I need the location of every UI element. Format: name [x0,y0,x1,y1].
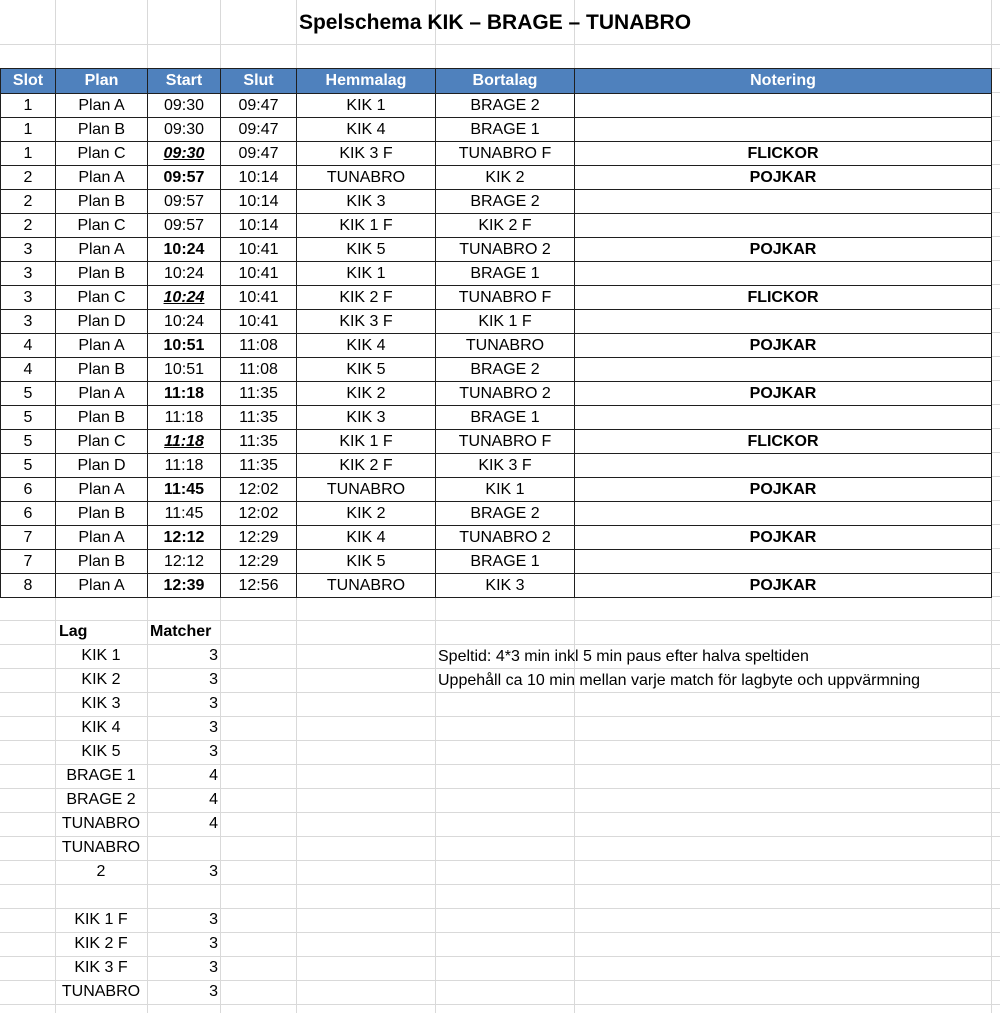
cell-start[interactable]: 12:12 [148,526,221,550]
team-table-header [55,620,220,644]
cell-slut[interactable]: 09:47 [221,94,297,118]
team-row [55,668,220,692]
cell-hemmalag[interactable]: KIK 2 F [297,286,436,310]
team-name[interactable]: BRAGE 2 [66,791,136,808]
cell-slut[interactable]: 12:56 [221,574,297,598]
cell-slot[interactable]: 3 [1,310,56,334]
cell-start[interactable]: 11:18 [148,430,221,454]
schedule-row [1,118,992,142]
schedule-row [1,190,992,214]
header-matcher[interactable]: Matcher [150,623,212,640]
team-name[interactable]: KIK 3 F [74,959,128,976]
cell-slut[interactable]: 11:35 [221,406,297,430]
cell-slot[interactable]: 7 [1,526,56,550]
cell-notering[interactable]: POJKAR [575,526,992,550]
cell-plan[interactable]: Plan B [56,190,148,214]
cell-slut[interactable]: 09:47 [221,118,297,142]
cell-hemmalag[interactable]: KIK 5 [297,550,436,574]
cell-slot[interactable]: 2 [1,190,56,214]
cell-start[interactable]: 10:24 [148,310,221,334]
cell-bortalag[interactable]: BRAGE 2 [436,358,575,382]
team-row [55,644,220,668]
cell-plan[interactable]: Plan D [56,310,148,334]
cell-plan[interactable]: Plan B [56,118,148,142]
cell-start[interactable]: 12:39 [148,574,221,598]
cell-notering[interactable] [575,358,992,382]
schedule-row [1,334,992,358]
cell-slut[interactable]: 10:41 [221,310,297,334]
cell-notering[interactable]: FLICKOR [575,142,992,166]
cell-slut[interactable]: 12:29 [221,526,297,550]
team-name[interactable]: KIK 2 F [74,935,128,952]
cell-start[interactable]: 11:45 [148,502,221,526]
team-match-count[interactable]: 3 [209,695,218,712]
header-lag[interactable]: Lag [59,623,88,640]
cell-hemmalag[interactable]: KIK 2 F [297,454,436,478]
cell-hemmalag[interactable]: TUNABRO [297,166,436,190]
cell-plan[interactable]: Plan D [56,454,148,478]
cell-start[interactable]: 09:30 [148,94,221,118]
cell-slot[interactable]: 5 [1,430,56,454]
cell-hemmalag[interactable]: KIK 2 [297,382,436,406]
cell-slut[interactable]: 10:14 [221,190,297,214]
team-match-count[interactable]: 3 [209,863,218,880]
cell-start[interactable]: 12:12 [148,550,221,574]
cell-start[interactable]: 10:24 [148,262,221,286]
gridline [0,44,1000,45]
cell-slot[interactable]: 3 [1,238,56,262]
cell-start[interactable]: 10:24 [148,238,221,262]
team-row [55,692,220,716]
team-row [55,788,220,812]
cell-slot[interactable]: 4 [1,334,56,358]
cell-slot[interactable]: 5 [1,454,56,478]
cell-slot[interactable]: 3 [1,262,56,286]
cell-plan[interactable]: Plan B [56,550,148,574]
cell-slot[interactable]: 6 [1,478,56,502]
cell-plan[interactable]: Plan A [56,382,148,406]
cell-notering[interactable] [575,550,992,574]
cell-plan[interactable]: Plan C [56,286,148,310]
cell-bortalag[interactable]: TUNABRO [436,334,575,358]
cell-hemmalag[interactable]: KIK 1 F [297,430,436,454]
cell-bortalag[interactable]: BRAGE 2 [436,94,575,118]
cell-plan[interactable]: Plan A [56,574,148,598]
cell-start[interactable]: 11:18 [148,406,221,430]
team-match-count[interactable]: 4 [209,815,218,832]
cell-slut[interactable]: 11:35 [221,454,297,478]
cell-bortalag[interactable]: KIK 2 F [436,214,575,238]
team-row [55,956,220,980]
cell-bortalag[interactable]: KIK 1 F [436,310,575,334]
note-uppehall[interactable]: Uppehåll ca 10 min mellan varje match för lagbyte och uppvärmning [438,672,921,689]
cell-plan[interactable]: Plan C [56,214,148,238]
cell-hemmalag[interactable]: KIK 2 [297,502,436,526]
cell-start[interactable]: 09:30 [148,118,221,142]
cell-plan[interactable]: Plan A [56,94,148,118]
cell-plan[interactable]: Plan A [56,334,148,358]
cell-slut[interactable]: 10:41 [221,238,297,262]
team-row [55,740,220,764]
cell-bortalag[interactable]: KIK 3 F [436,454,575,478]
schedule-row [1,550,992,574]
cell-slot[interactable]: 2 [1,166,56,190]
cell-start[interactable]: 10:24 [148,286,221,310]
schedule-row [1,286,992,310]
team-row [55,980,220,1004]
schedule-row [1,526,992,550]
team-match-count[interactable]: 3 [209,935,218,952]
cell-notering[interactable]: POJKAR [575,382,992,406]
cell-bortalag[interactable]: KIK 1 [436,478,575,502]
schedule-row [1,94,992,118]
cell-hemmalag[interactable]: KIK 1 [297,262,436,286]
cell-start[interactable]: 09:30 [148,142,221,166]
cell-notering[interactable] [575,94,992,118]
cell-bortalag[interactable]: BRAGE 1 [436,550,575,574]
cell-plan[interactable]: Plan A [56,238,148,262]
schedule-row [1,166,992,190]
cell-bortalag[interactable]: BRAGE 2 [436,502,575,526]
cell-notering[interactable] [575,262,992,286]
schedule-table [0,68,992,598]
cell-notering[interactable] [575,118,992,142]
cell-notering[interactable]: POJKAR [575,334,992,358]
cell-bortalag[interactable]: KIK 2 [436,166,575,190]
cell-plan[interactable]: Plan C [56,142,148,166]
cell-slut[interactable]: 12:02 [221,502,297,526]
team-name[interactable]: KIK 3 [81,695,121,712]
cell-slut[interactable]: 12:02 [221,478,297,502]
cell-plan[interactable]: Plan A [56,166,148,190]
schedule-row [1,430,992,454]
cell-slot[interactable]: 4 [1,358,56,382]
team-name[interactable]: TUNABRO [61,815,141,832]
col-header-hemmalag[interactable]: Hemmalag [297,69,436,94]
team-match-count[interactable]: 3 [209,911,218,928]
cell-notering[interactable]: POJKAR [575,574,992,598]
cell-slot[interactable]: 8 [1,574,56,598]
cell-bortalag[interactable]: TUNABRO F [436,286,575,310]
cell-notering[interactable] [575,214,992,238]
cell-notering[interactable]: POJKAR [575,238,992,262]
schedule-row [1,382,992,406]
team-match-count[interactable]: 3 [209,671,218,688]
gridline [0,1004,1000,1005]
team-row [55,836,220,884]
cell-slut[interactable]: 12:29 [221,550,297,574]
team-match-table [55,620,220,1004]
cell-plan[interactable]: Plan B [56,502,148,526]
cell-hemmalag[interactable]: KIK 5 [297,238,436,262]
cell-hemmalag[interactable]: TUNABRO [297,478,436,502]
cell-bortalag[interactable]: TUNABRO 2 [436,526,575,550]
cell-hemmalag[interactable]: KIK 5 [297,358,436,382]
cell-slut[interactable]: 10:14 [221,214,297,238]
cell-bortalag[interactable]: KIK 3 [436,574,575,598]
cell-plan[interactable]: Plan B [56,406,148,430]
cell-bortalag[interactable]: BRAGE 2 [436,190,575,214]
cell-slut[interactable]: 09:47 [221,142,297,166]
col-header-bortalag[interactable]: Bortalag [436,69,575,94]
team-row [55,932,220,956]
cell-hemmalag[interactable]: KIK 4 [297,526,436,550]
team-match-count[interactable]: 3 [209,719,218,736]
cell-slot[interactable]: 1 [1,118,56,142]
cell-hemmalag[interactable]: KIK 3 [297,190,436,214]
cell-slut[interactable]: 10:41 [221,286,297,310]
cell-start[interactable]: 11:18 [148,454,221,478]
cell-plan[interactable]: Plan B [56,262,148,286]
cell-bortalag[interactable]: BRAGE 1 [436,406,575,430]
schedule-row [1,214,992,238]
cell-slot[interactable]: 1 [1,94,56,118]
team-match-count[interactable]: 3 [209,983,218,1000]
cell-start[interactable]: 11:45 [148,478,221,502]
sheet-title: Spelschema KIK – BRAGE – TUNABRO [298,11,692,34]
schedule-row [1,358,992,382]
cell-start[interactable]: 09:57 [148,214,221,238]
cell-notering[interactable] [575,190,992,214]
cell-start[interactable]: 10:51 [148,358,221,382]
cell-hemmalag[interactable]: KIK 4 [297,334,436,358]
cell-slot[interactable]: 2 [1,214,56,238]
col-header-plan[interactable]: Plan [56,69,148,94]
cell-slot[interactable]: 1 [1,142,56,166]
cell-slut[interactable]: 11:08 [221,334,297,358]
cell-plan[interactable]: Plan C [56,430,148,454]
cell-bortalag[interactable]: TUNABRO F [436,430,575,454]
cell-slut[interactable]: 11:08 [221,358,297,382]
schedule-row [1,142,992,166]
schedule-row [1,478,992,502]
schedule-row [1,502,992,526]
cell-bortalag[interactable]: TUNABRO 2 [436,382,575,406]
team-row [55,812,220,836]
cell-notering[interactable] [575,310,992,334]
cell-slut[interactable]: 11:35 [221,382,297,406]
team-name[interactable]: KIK 1 F [74,911,128,928]
cell-notering[interactable] [575,502,992,526]
team-name[interactable]: KIK 1 [81,647,121,664]
cell-slot[interactable]: 3 [1,286,56,310]
schedule-row [1,310,992,334]
team-match-count[interactable]: 3 [209,959,218,976]
cell-plan[interactable]: Plan A [56,478,148,502]
cell-slut[interactable]: 11:35 [221,430,297,454]
team-name[interactable]: TUNABRO 2 [61,839,141,880]
schedule-header-row [1,69,992,94]
note-speltid[interactable]: Speltid: 4*3 min inkl 5 min paus efter halva speltiden [438,648,809,665]
team-name[interactable]: KIK 2 [81,671,121,688]
team-match-count[interactable]: 4 [209,767,218,784]
schedule-row [1,238,992,262]
cell-plan[interactable]: Plan B [56,358,148,382]
cell-hemmalag[interactable]: KIK 3 F [297,310,436,334]
cell-hemmalag[interactable]: KIK 3 [297,406,436,430]
schedule-row [1,262,992,286]
col-header-slut[interactable]: Slut [221,69,297,94]
cell-plan[interactable]: Plan A [56,526,148,550]
cell-bortalag[interactable]: TUNABRO F [436,142,575,166]
schedule-row [1,406,992,430]
team-match-count[interactable]: 3 [209,743,218,760]
cell-start[interactable]: 09:57 [148,190,221,214]
team-row [55,884,220,908]
cell-notering[interactable]: FLICKOR [575,286,992,310]
cell-hemmalag[interactable]: KIK 3 F [297,142,436,166]
cell-slut[interactable]: 10:14 [221,166,297,190]
cell-start[interactable]: 10:51 [148,334,221,358]
cell-hemmalag[interactable]: KIK 4 [297,118,436,142]
cell-slot[interactable]: 5 [1,382,56,406]
cell-notering[interactable] [575,454,992,478]
cell-notering[interactable] [575,406,992,430]
team-name[interactable]: BRAGE 1 [66,767,136,784]
cell-bortalag[interactable]: BRAGE 1 [436,262,575,286]
team-name[interactable]: KIK 4 [81,719,121,736]
cell-notering[interactable]: FLICKOR [575,430,992,454]
team-row [55,716,220,740]
cell-hemmalag[interactable]: KIK 1 [297,94,436,118]
cell-start[interactable]: 09:57 [148,166,221,190]
cell-bortalag[interactable]: BRAGE 1 [436,118,575,142]
cell-slut[interactable]: 10:41 [221,262,297,286]
team-name[interactable]: TUNABRO [61,983,141,1000]
cell-slot[interactable]: 6 [1,502,56,526]
cell-start[interactable]: 11:18 [148,382,221,406]
cell-bortalag[interactable]: TUNABRO 2 [436,238,575,262]
cell-slot[interactable]: 5 [1,406,56,430]
col-header-start[interactable]: Start [148,69,221,94]
cell-slot[interactable]: 7 [1,550,56,574]
team-match-count[interactable]: 4 [209,791,218,808]
schedule-row [1,574,992,598]
team-row [55,908,220,932]
cell-hemmalag[interactable]: KIK 1 F [297,214,436,238]
cell-notering[interactable]: POJKAR [575,478,992,502]
cell-hemmalag[interactable]: TUNABRO [297,574,436,598]
team-row [55,764,220,788]
team-name[interactable]: KIK 5 [81,743,121,760]
col-header-notering[interactable]: Notering [575,69,992,94]
team-match-count[interactable]: 3 [209,647,218,664]
col-header-slot[interactable]: Slot [1,69,56,94]
cell-notering[interactable]: POJKAR [575,166,992,190]
schedule-row [1,454,992,478]
